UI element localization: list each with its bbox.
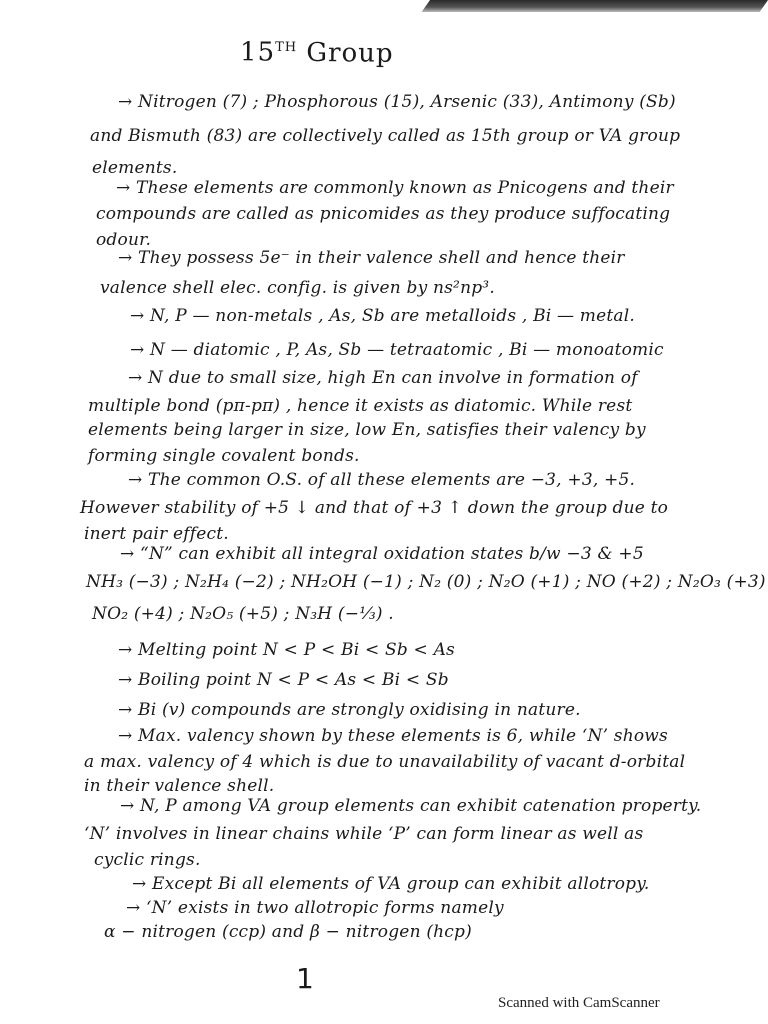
note-line: → Max. valency shown by these elements is 6, while ‘N’ shows (118, 726, 668, 746)
note-line: → N, P among VA group elements can exhibit catenation property. (120, 796, 702, 816)
note-line: cyclic rings. (94, 850, 201, 870)
note-line: multiple bond (pπ-pπ) , hence it exists as diatomic. While rest (88, 396, 633, 416)
note-line: However stability of +5 ↓ and that of +3 ↑ down the group due to (80, 498, 669, 518)
note-line: NO₂ (+4) ; N₂O₅ (+5) ; N₃H (−⅓) . (92, 604, 394, 624)
note-line: → Bi (v) compounds are strongly oxidising in nature. (118, 700, 581, 720)
note-line: → They possess 5e⁻ in their valence shell and hence their (118, 248, 625, 268)
note-line: and Bismuth (83) are collectively called as 15th group or VA group (90, 126, 681, 146)
note-line: NH₃ (−3) ; N₂H₄ (−2) ; NH₂OH (−1) ; N₂ (0) ; N₂O (+1) ; NO (+2) ; N₂O₃ (+3) (86, 572, 766, 592)
note-line: → N — diatomic , P, As, Sb — tetraatomic , Bi — monoatomic (130, 340, 664, 360)
note-line: elements being larger in size, low En, satisfies their valency by (88, 420, 646, 440)
title-superscript: TH (275, 39, 298, 56)
note-line: α − nitrogen (ccp) and β − nitrogen (hcp) (104, 922, 472, 942)
scanner-watermark: Scanned with CamScanner (498, 995, 660, 1011)
note-line: forming single covalent bonds. (88, 446, 360, 466)
title-number: 15 (239, 37, 276, 68)
page-title (240, 37, 394, 69)
note-line: elements. (92, 158, 178, 178)
note-line: → Except Bi all elements of VA group can exhibit allotropy. (132, 874, 650, 894)
note-line: → Melting point N < P < Bi < Sb < As (118, 640, 455, 660)
note-line: → “N” can exhibit all integral oxidation states b/w −3 & +5 (120, 544, 644, 564)
note-line: inert pair effect. (84, 524, 229, 544)
note-line: → N, P — non-metals , As, Sb are metalloids , Bi — metal. (130, 306, 635, 326)
note-line: valence shell elec. config. is given by ns²np³. (100, 278, 495, 298)
title-text: Group (306, 37, 394, 69)
note-line: odour. (96, 230, 152, 250)
page-number: 1 (296, 962, 314, 995)
note-line: compounds are called as pnicomides as they produce suffocating (96, 204, 671, 224)
note-line: → Boiling point N < P < As < Bi < Sb (118, 670, 449, 690)
note-line: → These elements are commonly known as Pnicogens and their (116, 178, 674, 198)
note-line: → N due to small size, high En can involve in formation of (128, 368, 638, 388)
note-line: → Nitrogen (7) ; Phosphorous (15), Arsenic (33), Antimony (Sb) (118, 92, 676, 112)
note-line: ‘N’ involves in linear chains while ‘P’ can form linear as well as (84, 824, 644, 844)
note-line: → ‘N’ exists in two allotropic forms namely (126, 898, 504, 918)
note-line: in their valence shell. (84, 776, 275, 796)
note-line: → The common O.S. of all these elements are −3, +3, +5. (128, 470, 636, 490)
note-line: a max. valency of 4 which is due to unavailability of vacant d-orbital (84, 752, 686, 772)
